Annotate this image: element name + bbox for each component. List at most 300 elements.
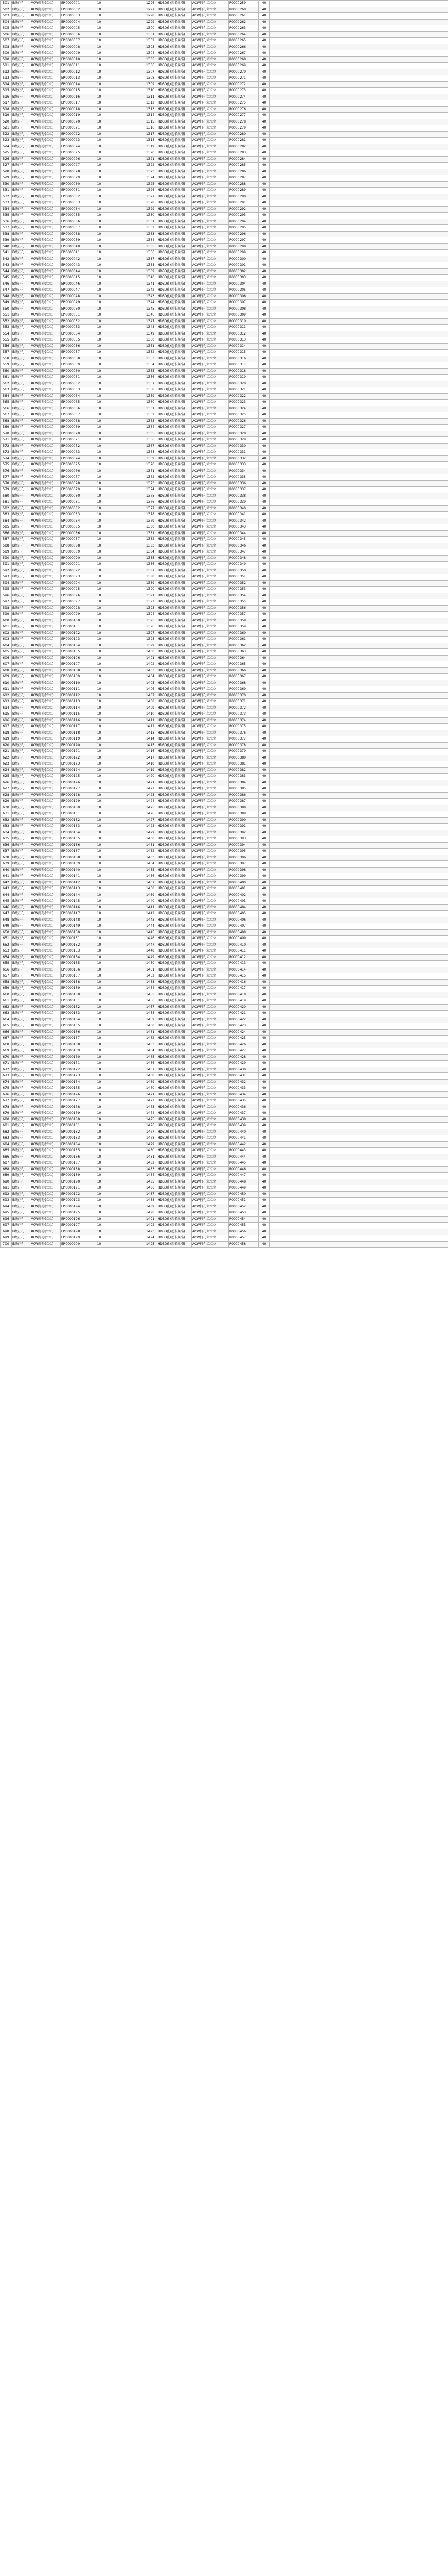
cell-idx: 609 — [1, 674, 12, 680]
cell-note — [105, 356, 144, 362]
cell-code2: R0000438 — [229, 1116, 259, 1123]
cell-desc: ACW打孔立立立 — [192, 755, 229, 761]
cell-idx: 553 — [1, 325, 12, 331]
cell-code2: R0000262 — [229, 19, 259, 25]
cell-note — [105, 543, 144, 549]
table-row — [1, 131, 448, 138]
cell-n2: 40 — [259, 961, 270, 967]
cell-desc: ACW打孔立立立 — [192, 861, 229, 868]
cell-n1: 1390 — [144, 587, 157, 593]
cell-note — [105, 306, 144, 312]
cell-note — [105, 562, 144, 568]
cell-code: EP0000116 — [61, 717, 93, 724]
table-row — [1, 867, 448, 873]
cell-idx: 662 — [1, 1004, 12, 1011]
cell-name: ACW打孔(立立) — [30, 144, 61, 150]
cell-idx: 618 — [1, 730, 12, 736]
cell-type: B级正孔 — [12, 368, 30, 375]
cell-note — [105, 886, 144, 892]
table-row — [1, 742, 448, 749]
cell-n1: 1345 — [144, 306, 157, 312]
cell-n2: 40 — [259, 898, 270, 905]
cell-idx: 628 — [1, 792, 12, 799]
table-row — [1, 449, 448, 456]
cell-n1: 1376 — [144, 499, 157, 506]
cell-code2: R0000422 — [229, 1017, 259, 1023]
cell-code: EP0000188 — [61, 1166, 93, 1173]
cell-code: EP0000084 — [61, 518, 93, 524]
cell-remark — [270, 119, 448, 125]
cell-code: EP0000028 — [61, 169, 93, 175]
cell-desc: ACW打孔立立立 — [192, 88, 229, 94]
cell-code2: R0000353 — [229, 587, 259, 593]
table-row — [1, 306, 448, 312]
cell-remark — [270, 1073, 448, 1080]
cell-code: EP0000163 — [61, 1011, 93, 1017]
cell-idx: 537 — [1, 225, 12, 232]
table-row — [1, 1198, 448, 1204]
data-table — [0, 0, 448, 1248]
cell-code: EP0000192 — [61, 1191, 93, 1198]
cell-desc: ACW打孔立立立 — [192, 929, 229, 936]
cell-qty: 10 — [93, 1135, 105, 1142]
cell-idx: 551 — [1, 312, 12, 319]
cell-type: B级正孔 — [12, 730, 30, 736]
cell-n2: 40 — [259, 418, 270, 425]
cell-name: ACW打孔(立立) — [30, 1073, 61, 1080]
cell-name2: HDBD孔(超长规格) — [157, 612, 192, 618]
cell-n2: 40 — [259, 44, 270, 50]
cell-code: EP0000093 — [61, 574, 93, 581]
table-row — [1, 1098, 448, 1104]
cell-name2: HDBD孔(超长规格) — [157, 7, 192, 13]
cell-type: B级正孔 — [12, 555, 30, 562]
cell-n2: 40 — [259, 873, 270, 880]
table-row — [1, 1054, 448, 1061]
cell-idx: 696 — [1, 1216, 12, 1223]
cell-type: B级正孔 — [12, 686, 30, 693]
cell-note — [105, 25, 144, 32]
cell-type: B级正孔 — [12, 1079, 30, 1085]
cell-idx: 587 — [1, 537, 12, 543]
cell-n2: 40 — [259, 119, 270, 125]
cell-desc: ACW打孔立立立 — [192, 562, 229, 568]
cell-code: EP0000060 — [61, 368, 93, 375]
cell-note — [105, 1017, 144, 1023]
cell-desc: ACW打孔立立立 — [192, 318, 229, 325]
cell-type: B级正孔 — [12, 56, 30, 63]
cell-name: ACW打孔(立立) — [30, 530, 61, 537]
cell-remark — [270, 25, 448, 32]
cell-idx: 548 — [1, 293, 12, 300]
cell-name2: HDBD孔(超长规格) — [157, 281, 192, 287]
cell-note — [105, 736, 144, 743]
cell-name2: HDBD孔(超长规格) — [157, 674, 192, 680]
cell-name2: HDBD孔(超长规格) — [157, 455, 192, 462]
cell-code: EP0000076 — [61, 468, 93, 474]
cell-name2: HDBD孔(超长规格) — [157, 400, 192, 406]
cell-qty: 10 — [93, 817, 105, 824]
cell-code2: R0000286 — [229, 169, 259, 175]
cell-idx: 700 — [1, 1241, 12, 1248]
cell-idx: 574 — [1, 455, 12, 462]
cell-desc: ACW打孔立立立 — [192, 1029, 229, 1036]
cell-qty: 10 — [93, 929, 105, 936]
cell-type: B级正孔 — [12, 1141, 30, 1148]
cell-desc: ACW打孔立立立 — [192, 1185, 229, 1192]
cell-name2: HDBD孔(超长规格) — [157, 942, 192, 948]
cell-desc: ACW打孔立立立 — [192, 537, 229, 543]
cell-desc: ACW打孔立立立 — [192, 287, 229, 294]
cell-remark — [270, 699, 448, 705]
cell-n2: 40 — [259, 1029, 270, 1036]
cell-remark — [270, 767, 448, 774]
cell-code2: R0000307 — [229, 300, 259, 306]
cell-name2: HDBD孔(超长规格) — [157, 967, 192, 973]
cell-idx: 570 — [1, 431, 12, 437]
cell-type: B级正孔 — [12, 705, 30, 711]
cell-n1: 1450 — [144, 961, 157, 967]
cell-code2: R0000275 — [229, 100, 259, 107]
cell-name2: HDBD孔(超长规格) — [157, 375, 192, 381]
table-row — [1, 38, 448, 44]
cell-n1: 1358 — [144, 387, 157, 394]
cell-n2: 40 — [259, 624, 270, 631]
cell-name: ACW打孔(立立) — [30, 824, 61, 830]
cell-note — [105, 393, 144, 400]
cell-code: EP0000069 — [61, 425, 93, 431]
cell-n2: 40 — [259, 587, 270, 593]
cell-idx: 698 — [1, 1229, 12, 1235]
cell-name2: HDBD孔(超长规格) — [157, 125, 192, 132]
cell-name2: HDBD孔(超长规格) — [157, 437, 192, 444]
cell-n2: 40 — [259, 1198, 270, 1204]
cell-qty: 10 — [93, 44, 105, 50]
cell-n1: 1400 — [144, 649, 157, 656]
cell-desc: ACW打孔立立立 — [192, 855, 229, 861]
cell-type: B级正孔 — [12, 879, 30, 886]
cell-code: EP0000032 — [61, 194, 93, 200]
cell-name2: HDBD孔(超长规格) — [157, 830, 192, 836]
table-row — [1, 1042, 448, 1048]
cell-code2: R0000458 — [229, 1241, 259, 1248]
cell-n2: 40 — [259, 306, 270, 312]
cell-name: ACW打孔(立立) — [30, 836, 61, 843]
cell-name: ACW打孔(立立) — [30, 637, 61, 643]
cell-n1: 1361 — [144, 406, 157, 412]
table-row — [1, 842, 448, 849]
cell-n1: 1491 — [144, 1216, 157, 1223]
cell-code2: R0000259 — [229, 1, 259, 7]
table-row — [1, 699, 448, 705]
cell-n2: 40 — [259, 237, 270, 244]
cell-qty: 10 — [93, 25, 105, 32]
cell-n2: 40 — [259, 181, 270, 188]
cell-desc: ACW打孔立立立 — [192, 986, 229, 992]
cell-note — [105, 661, 144, 668]
cell-note — [105, 499, 144, 506]
cell-code: EP0000108 — [61, 667, 93, 674]
cell-n2: 40 — [259, 1154, 270, 1160]
cell-name2: HDBD孔(超长规格) — [157, 56, 192, 63]
cell-code: EP0000030 — [61, 181, 93, 188]
cell-name2: HDBD孔(超长规格) — [157, 954, 192, 961]
cell-idx: 593 — [1, 574, 12, 581]
table-row — [1, 562, 448, 568]
cell-idx: 590 — [1, 555, 12, 562]
cell-qty: 10 — [93, 518, 105, 524]
cell-n2: 40 — [259, 1067, 270, 1073]
cell-remark — [270, 605, 448, 612]
cell-name2: HDBD孔(超长规格) — [157, 879, 192, 886]
cell-desc: ACW打孔立立立 — [192, 979, 229, 986]
cell-name: ACW打孔(立立) — [30, 188, 61, 194]
cell-desc: ACW打孔立立立 — [192, 75, 229, 82]
cell-desc: ACW打孔立立立 — [192, 599, 229, 606]
cell-remark — [270, 580, 448, 587]
cell-n2: 40 — [259, 1, 270, 7]
table-body — [1, 1, 448, 1248]
table-row — [1, 1079, 448, 1085]
cell-name: ACW打孔(立立) — [30, 318, 61, 325]
cell-idx: 536 — [1, 219, 12, 225]
cell-n1: 1375 — [144, 493, 157, 499]
cell-code2: R0000332 — [229, 455, 259, 462]
cell-desc: ACW打孔立立立 — [192, 717, 229, 724]
cell-n2: 40 — [259, 842, 270, 849]
cell-code2: R0000287 — [229, 175, 259, 182]
cell-name2: HDBD孔(超长规格) — [157, 144, 192, 150]
cell-qty: 10 — [93, 63, 105, 69]
cell-desc: ACW打孔立立立 — [192, 306, 229, 312]
cell-n1: 1473 — [144, 1104, 157, 1110]
cell-desc: ACW打孔立立立 — [192, 780, 229, 786]
cell-name: ACW打孔(立立) — [30, 418, 61, 425]
cell-n2: 40 — [259, 1123, 270, 1129]
cell-code2: R0000350 — [229, 568, 259, 574]
cell-name2: HDBD孔(超长规格) — [157, 1216, 192, 1223]
cell-qty: 10 — [93, 13, 105, 20]
cell-remark — [270, 1141, 448, 1148]
cell-code: EP0000133 — [61, 824, 93, 830]
cell-qty: 10 — [93, 680, 105, 686]
cell-idx: 540 — [1, 243, 12, 250]
cell-code: EP0000025 — [61, 150, 93, 157]
cell-code: EP0000039 — [61, 237, 93, 244]
cell-code2: R0000367 — [229, 674, 259, 680]
cell-remark — [270, 1, 448, 7]
cell-name: ACW打孔(立立) — [30, 213, 61, 219]
cell-name: ACW打孔(立立) — [30, 898, 61, 905]
cell-n2: 40 — [259, 674, 270, 680]
cell-remark — [270, 873, 448, 880]
cell-name: ACW打孔(立立) — [30, 425, 61, 431]
cell-code2: R0000342 — [229, 518, 259, 524]
cell-name: ACW打孔(立立) — [30, 237, 61, 244]
cell-name2: HDBD孔(超长规格) — [157, 337, 192, 344]
cell-n1: 1327 — [144, 194, 157, 200]
cell-desc: ACW打孔立立立 — [192, 106, 229, 113]
cell-desc: ACW打孔立立立 — [192, 1042, 229, 1048]
table-row — [1, 219, 448, 225]
cell-n1: 1428 — [144, 824, 157, 830]
cell-n2: 40 — [259, 711, 270, 718]
cell-name: ACW打孔(立立) — [30, 792, 61, 799]
cell-type: B级正孔 — [12, 169, 30, 175]
cell-desc: ACW打孔立立立 — [192, 774, 229, 780]
cell-qty: 10 — [93, 1110, 105, 1117]
cell-remark — [270, 555, 448, 562]
table-row — [1, 836, 448, 843]
cell-name2: HDBD孔(超长规格) — [157, 275, 192, 281]
cell-code: EP0000167 — [61, 1036, 93, 1042]
cell-desc: ACW打孔立立立 — [192, 549, 229, 556]
cell-name2: HDBD孔(超长规格) — [157, 1135, 192, 1142]
cell-type: B级正孔 — [12, 873, 30, 880]
cell-desc: ACW打孔立立立 — [192, 1017, 229, 1023]
cell-note — [105, 200, 144, 207]
table-row — [1, 643, 448, 649]
cell-code: EP0000040 — [61, 243, 93, 250]
cell-name: ACW打孔(立立) — [30, 362, 61, 369]
cell-idx: 533 — [1, 200, 12, 207]
cell-type: B级正孔 — [12, 655, 30, 661]
cell-code2: R0000391 — [229, 824, 259, 830]
cell-idx: 502 — [1, 7, 12, 13]
cell-name: ACW打孔(立立) — [30, 667, 61, 674]
cell-n1: 1455 — [144, 992, 157, 998]
cell-desc: ACW打孔立立立 — [192, 194, 229, 200]
cell-qty: 10 — [93, 1129, 105, 1135]
cell-idx: 603 — [1, 637, 12, 643]
cell-name: ACW打孔(立立) — [30, 505, 61, 512]
cell-qty: 10 — [93, 824, 105, 830]
cell-name2: HDBD孔(超长规格) — [157, 1036, 192, 1042]
cell-name: ACW打孔(立立) — [30, 1166, 61, 1173]
cell-idx: 619 — [1, 736, 12, 743]
cell-code2: R0000289 — [229, 188, 259, 194]
cell-code: EP0000106 — [61, 655, 93, 661]
cell-n2: 40 — [259, 275, 270, 281]
cell-idx: 575 — [1, 462, 12, 468]
cell-qty: 10 — [93, 81, 105, 88]
cell-idx: 672 — [1, 1067, 12, 1073]
cell-note — [105, 188, 144, 194]
cell-idx: 639 — [1, 861, 12, 868]
cell-n1: 1445 — [144, 929, 157, 936]
cell-qty: 10 — [93, 131, 105, 138]
cell-remark — [270, 449, 448, 456]
cell-idx: 692 — [1, 1191, 12, 1198]
cell-code2: R0000304 — [229, 281, 259, 287]
cell-n1: 1305 — [144, 56, 157, 63]
cell-note — [105, 630, 144, 637]
cell-remark — [270, 736, 448, 743]
cell-code: EP0000053 — [61, 325, 93, 331]
cell-remark — [270, 961, 448, 967]
cell-idx: 556 — [1, 343, 12, 350]
cell-qty: 10 — [93, 56, 105, 63]
cell-code2: R0000323 — [229, 400, 259, 406]
cell-remark — [270, 1017, 448, 1023]
cell-qty: 10 — [93, 643, 105, 649]
cell-name: ACW打孔(立立) — [30, 1, 61, 7]
cell-code2: R0000389 — [229, 811, 259, 818]
cell-name2: HDBD孔(超长规格) — [157, 892, 192, 898]
cell-type: B级正孔 — [12, 518, 30, 524]
cell-remark — [270, 268, 448, 275]
cell-name2: HDBD孔(超长规格) — [157, 774, 192, 780]
cell-remark — [270, 998, 448, 1005]
table-row — [1, 13, 448, 20]
cell-name: ACW打孔(立立) — [30, 1116, 61, 1123]
cell-name2: HDBD孔(超长规格) — [157, 262, 192, 269]
cell-note — [105, 568, 144, 574]
cell-idx: 586 — [1, 530, 12, 537]
cell-code2: R0000343 — [229, 524, 259, 531]
cell-note — [105, 119, 144, 125]
cell-type: B级正孔 — [12, 942, 30, 948]
cell-name: ACW打孔(立立) — [30, 455, 61, 462]
cell-type: B级正孔 — [12, 929, 30, 936]
cell-name2: HDBD孔(超长规格) — [157, 992, 192, 998]
cell-code: EP0000092 — [61, 568, 93, 574]
cell-idx: 557 — [1, 350, 12, 356]
cell-code2: R0000321 — [229, 387, 259, 394]
table-row — [1, 81, 448, 88]
cell-type: B级正孔 — [12, 1110, 30, 1117]
cell-code2: R0000442 — [229, 1141, 259, 1148]
cell-note — [105, 69, 144, 75]
cell-idx: 555 — [1, 337, 12, 344]
cell-remark — [270, 936, 448, 942]
cell-idx: 666 — [1, 1029, 12, 1036]
cell-desc: ACW打孔立立立 — [192, 1123, 229, 1129]
table-row — [1, 961, 448, 967]
cell-qty: 10 — [93, 911, 105, 917]
cell-desc: ACW打孔立立立 — [192, 1036, 229, 1042]
cell-n2: 40 — [259, 480, 270, 487]
cell-qty: 10 — [93, 755, 105, 761]
cell-name: ACW打孔(立立) — [30, 1061, 61, 1067]
cell-code2: R0000336 — [229, 480, 259, 487]
cell-remark — [270, 512, 448, 518]
cell-name2: HDBD孔(超长规格) — [157, 699, 192, 705]
cell-type: B级正孔 — [12, 75, 30, 82]
cell-name: ACW打孔(立立) — [30, 1141, 61, 1148]
cell-n2: 40 — [259, 219, 270, 225]
cell-code2: R0000296 — [229, 231, 259, 237]
cell-desc: ACW打孔立立立 — [192, 580, 229, 587]
cell-code: EP0000175 — [61, 1085, 93, 1092]
cell-n2: 40 — [259, 431, 270, 437]
cell-desc: ACW打孔立立立 — [192, 805, 229, 811]
cell-idx: 652 — [1, 942, 12, 948]
cell-qty: 10 — [93, 774, 105, 780]
cell-qty: 10 — [93, 194, 105, 200]
cell-name2: HDBD孔(超长规格) — [157, 686, 192, 693]
cell-remark — [270, 1011, 448, 1017]
cell-name2: HDBD孔(超长规格) — [157, 1129, 192, 1135]
cell-type: B级正孔 — [12, 387, 30, 394]
cell-code: EP0000042 — [61, 256, 93, 262]
cell-remark — [270, 1173, 448, 1179]
cell-name2: HDBD孔(超长规格) — [157, 13, 192, 20]
cell-code2: R0000344 — [229, 530, 259, 537]
cell-code: EP0000101 — [61, 624, 93, 631]
cell-n2: 40 — [259, 879, 270, 886]
cell-note — [105, 699, 144, 705]
